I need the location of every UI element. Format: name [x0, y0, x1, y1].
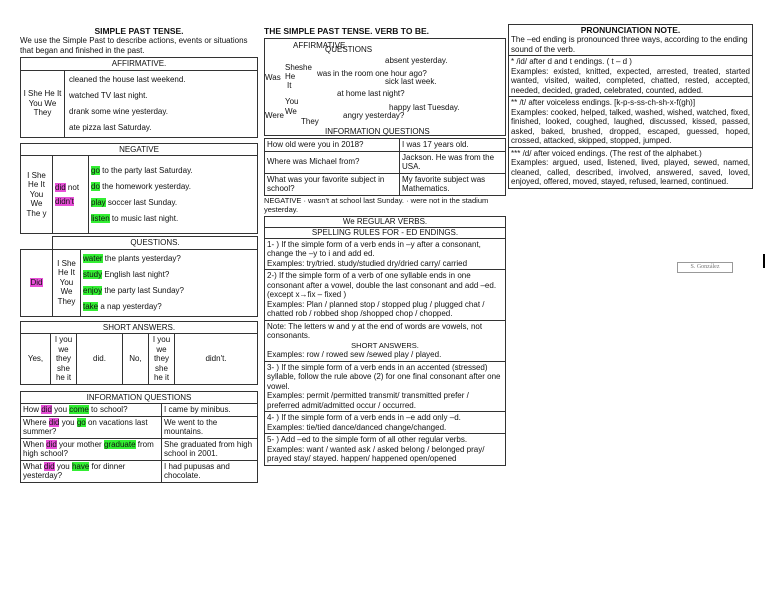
pronoun-list: I She He It You We The y — [21, 156, 53, 234]
info-answer: My favorite subject was Mathematics. — [400, 173, 506, 195]
spelling-rule-5: 5- ) Add –ed to the simple form of all other regular verbs. Examples: want / wanted ask / asked belong / belonged pray/ prayed stay/ stayed. happen/ happened open/opened — [264, 434, 506, 466]
info-question: When did your mother graduate from high school? — [21, 438, 162, 460]
spelling-rule-2: 2-) If the simple form of a verb of one syllable ends in one consonant after a vowel, double the last consonant and add –ed. (except x→fix – fixed ) Examples: Plan / planned stop / stopped plug / plugged chat / chatted rob / robbed shop /shopped chop / chopped. — [264, 270, 506, 321]
spelling-rule-3: 3- ) If the simple form of a verb ends in an accented (stressed) syllable, follow the rule above (2) for one final consonant after one vowel. Examples: permit /permitted transmit/ transmitted prefer / preferred admit/admitted occur / occurred. — [264, 362, 506, 413]
intro-text: We use the Simple Past to describe actions, events or situations that began and finished in the past. — [20, 36, 248, 55]
info-answer: She graduated from high school in 2001. — [162, 438, 258, 460]
overlap-text: You — [285, 97, 299, 106]
overlap-text: Were — [265, 111, 284, 120]
info-questions-header: INFORMATION QUESTIONS — [21, 391, 258, 404]
affirmative-sentence: watched TV last night. — [69, 90, 148, 100]
pronoun-list: I you we they she he it — [51, 334, 77, 385]
overlap-text: happy last Tuesday. — [389, 103, 460, 112]
questions-header: QUESTIONS. — [53, 237, 258, 250]
affirmative-table — [20, 57, 258, 138]
pronoun-list: I you we they she he it — [149, 334, 175, 385]
negative-sentence: play soccer last Sunday. — [91, 197, 178, 207]
info-answer: Jackson. He was from the USA. — [400, 151, 506, 173]
info-answer: I was 17 years old. — [400, 139, 506, 152]
short-answers-header: SHORT ANSWERS. — [21, 321, 258, 334]
no-label: No, — [123, 334, 149, 385]
overlap-text: INFORMATION QUESTIONS — [325, 127, 430, 136]
overlap-text: Was — [265, 73, 281, 82]
info-question: Where was Michael from? — [265, 151, 400, 173]
verb-to-be-info-questions — [264, 138, 506, 196]
pronunciation-t: ** /t/ after voiceless endings. [k-p-s-ss-ch-sh-x-f(gh)] Examples: cooked, helped, talked, washed, wished, watched, fixed, finished, looked, coughed, laughed, discussed, kissed, passed, asked, baked, brushed, dropped, escaped, guessed, hoped, crossed, attacked, skipped, stopped, jumped. — [508, 97, 753, 148]
pronoun-list: I She He It You We They — [53, 249, 81, 316]
affirmative-sentence: drank some wine yesterday. — [69, 106, 169, 116]
overlap-text: angry yesterday? — [343, 111, 405, 120]
overlap-text: QUESTIONS — [325, 45, 373, 54]
affirmative-sentence: cleaned the house last weekend. — [69, 74, 186, 84]
spelling-rules-header: SPELLING RULES FOR - ED ENDINGS. — [264, 228, 506, 239]
info-question: Where did you go on vacations last summer? — [21, 416, 162, 438]
info-question: How did you come to school? — [21, 404, 162, 417]
info-question: What did you have for dinner yesterday? — [21, 460, 162, 482]
question-sentence: take a nap yesterday? — [83, 301, 162, 311]
overlap-text: in the room one hour ago? — [333, 69, 427, 78]
column-simple-past — [20, 26, 258, 483]
did-answer: did. — [77, 334, 123, 385]
edge-mark — [763, 254, 765, 268]
overlap-text: They — [301, 117, 319, 126]
short-answers-table — [20, 321, 258, 385]
overlap-text: She — [285, 63, 300, 72]
column-verb-to-be — [264, 26, 506, 466]
didnt-answer: didn't. — [175, 334, 258, 385]
overlap-text: AFFIRMATIVE — [293, 41, 346, 50]
affirmative-header: AFFIRMATIVE. — [21, 58, 258, 71]
spelling-note: Note: The letters w and y at the end of words are vowels, not consonants. SHORT ANSWERS. Examples: row / rowed sew /sewed play / played. — [264, 321, 506, 362]
info-question: What was your favorite subject in school? — [265, 173, 400, 195]
did-highlight: did — [55, 182, 66, 192]
overlap-text: We — [285, 107, 297, 116]
info-question: How old were you in 2018? — [265, 139, 400, 152]
column-pronunciation — [508, 24, 753, 189]
pronoun-list: I She He It You We They — [21, 70, 65, 137]
overlap-text: He — [285, 72, 296, 81]
author-signature: S. González — [677, 262, 733, 273]
pronunciation-d: *** /d/ after voiced endings. (The rest of the alphabet.) Examples: argued, used, listened, lived, played, sewed, named, cleaned, called, described, involved, answered, saved, loved, enjoyed, offered, moved, stayed, refused, learned, continued. — [508, 148, 753, 189]
affirmative-sentence: ate pizza last Saturday. — [69, 122, 152, 132]
overlapping-verb-to-be-tables — [264, 38, 506, 136]
overlap-text: at home last night? — [337, 89, 405, 98]
overlap-text: absent yesterday. — [385, 56, 448, 65]
info-answer: We went to the mountains. — [162, 416, 258, 438]
info-answer: I had pupusas and chocolate. — [162, 460, 258, 482]
section-title: PRONUNCIATION NOTE. — [580, 25, 681, 35]
not-word: not — [67, 182, 80, 192]
section-title: SIMPLE PAST TENSE. — [94, 26, 184, 36]
negative-header: NEGATIVE — [21, 143, 258, 156]
negative-fragment: NEGATIVE · wasn't at school last Sunday. · were not in the stadium yesterday. — [264, 195, 489, 214]
regular-verbs-header: We REGULAR VERBS. — [264, 216, 506, 228]
question-sentence: enjoy the party last Sunday? — [83, 285, 184, 295]
section-title: THE SIMPLE PAST TENSE. VERB TO BE. — [264, 26, 429, 36]
negative-table — [20, 143, 258, 235]
negative-sentence: do the homework yesterday. — [91, 181, 191, 191]
intro-text: The –ed ending is pronounced three ways, according to the ending sound of the verb. — [511, 35, 748, 54]
spelling-rule-1: 1- ) If the simple form of a verb ends in –y after a consonant, change the –y to i and add ed. Examples: try/tried. study/studied dry/dried carry/ carried — [264, 239, 506, 271]
info-questions-table — [20, 391, 258, 483]
question-sentence: water the plants yesterday? — [83, 253, 181, 263]
negative-sentence: listen to music last night. — [91, 213, 179, 223]
overlap-text: she — [299, 63, 312, 72]
info-answer: I came by minibus. — [162, 404, 258, 417]
yes-label: Yes, — [21, 334, 51, 385]
pronunciation-id: * /id/ after d and t endings. ( t – d ) Examples: existed, knitted, expected, arrested, treated, started wanted, visited, waited, completed, chatted, rested, accepted, needed, decided, graded, celebrated, counted, added. — [508, 56, 753, 97]
didnt-highlight: didn't — [55, 196, 74, 206]
spelling-rule-4: 4- ) If the simple form of a verb ends in –e add only –d. Examples: tie/tied dance/danced change/changed. — [264, 412, 506, 434]
questions-table — [20, 236, 258, 317]
question-sentence: study English last night? — [83, 269, 170, 279]
overlap-text: It — [287, 81, 292, 90]
overlap-text: was — [317, 69, 332, 78]
did-highlight: Did — [30, 277, 43, 287]
negative-sentence: go to the party last Saturday. — [91, 165, 193, 175]
overlap-text: sick last week. — [385, 77, 437, 86]
